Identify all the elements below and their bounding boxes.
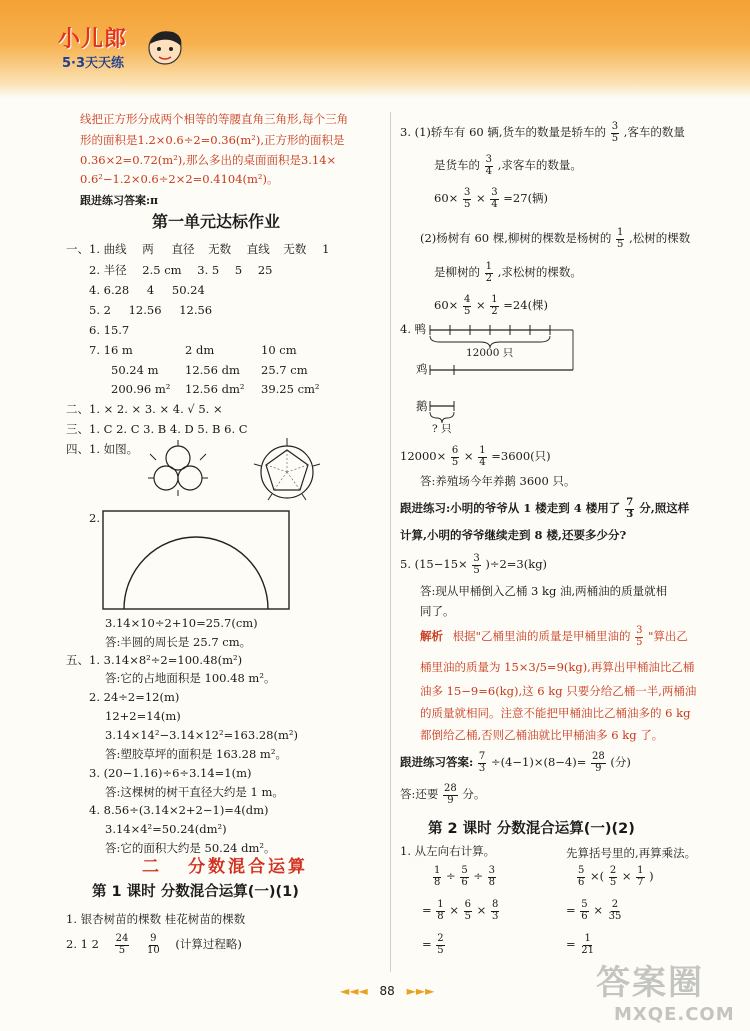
q4-duck-total: 12000 只 (466, 347, 514, 359)
fraction: $\frac{3}{5}$ (611, 121, 619, 144)
cell: 5. 2 (89, 303, 111, 317)
cell: 12.56 (128, 303, 162, 317)
page-footer (340, 984, 434, 998)
prev-arrows-icon: ◄◄◄ (340, 984, 368, 998)
fraction: $\frac{2}{35}$ (608, 899, 622, 922)
lesson-2-title: 第 2 课时 分数混合运算(一)(2) (428, 821, 635, 837)
cell: 两 (142, 242, 154, 256)
q5-answer-1: 答:现从甲桶倒入乙桶 3 kg 油,两桶油的质量就相 (420, 584, 668, 598)
cell: 2 dm (185, 343, 215, 357)
practice-answer: 跟进练习答案:π (80, 194, 159, 207)
q4-unknown: ? 只 (432, 423, 452, 435)
lesson-2-right-row-3: = $\frac{1}{21}$ (566, 933, 595, 956)
cell: 2.5 cm (142, 263, 182, 277)
lesson-2-right-row-1: $\frac{5}{6}$ ×( $\frac{2}{5}$ × $\frac{1}{7}$ ) (578, 865, 654, 888)
chapter-number: 二 (142, 857, 159, 877)
fraction: $\frac{8}{3}$ (491, 899, 499, 922)
q3-1-line-a: 3. (1)轿车有 60 辆,货车的数量是轿车的 $\frac{3}{5}$ ,客车的数量 (400, 121, 685, 144)
section-5-line: 2. 24÷2=12(m) (89, 690, 180, 704)
cell: 无数 (283, 242, 307, 256)
fraction: $\frac{3}{5}$ (463, 187, 471, 210)
lesson-2-q1: 1. 从左向右计算。 (400, 844, 496, 858)
lesson-1-title: 第 1 课时 分数混合运算(一)(1) (92, 884, 299, 900)
watermark-line-1: 答案圈 (596, 963, 704, 1003)
analysis-line: 桶里油的质量为 15×3/5=9(kg),再算出甲桶油比乙桶 (420, 660, 695, 674)
practice-answer-calc: 跟进练习答案: $\frac{7}{3}$ ÷(4−1)×(8−4)= $\frac{28}{9}$ (分) (400, 751, 631, 774)
analysis-line-1: 解析 根据"乙桶里油的质量是甲桶里油的 $\frac{3}{5}$ "算出乙 (420, 625, 688, 648)
cell: 50.24 m (111, 363, 159, 377)
fraction: $\frac{1}{8}$ (437, 899, 444, 922)
lesson-2-left-row-2: = $\frac{1}{8}$ × $\frac{6}{5}$ × $\frac{8}{3}$ (422, 899, 499, 922)
q4-goose-label: 鹅 (416, 399, 428, 413)
cell: 5 (234, 263, 243, 277)
fraction: $\frac{5}{6}$ (578, 865, 585, 888)
cell: 25.7 cm (261, 363, 308, 377)
cell: 6. 15.7 (89, 323, 130, 337)
page-number: 88 (379, 984, 395, 998)
cell: 直线 (246, 242, 270, 256)
intro-line: 线把正方形分成两个相等的等腰直角三角形,每个三角 (80, 112, 349, 126)
cell: 4. 6.28 (89, 283, 130, 297)
section-5-line: 3. (20−1.16)÷6÷3.14=1(m) (89, 766, 252, 780)
cell: 25 (257, 263, 273, 277)
next-arrows-icon: ►►► (406, 984, 435, 998)
watermark-line-2: MXQE.COM (614, 1004, 735, 1025)
fraction: $\frac{3}{8}$ (488, 865, 496, 888)
section-5-line: 答:塑胶草坪的面积是 163.28 m²。 (105, 747, 287, 761)
lesson-2-right-row-2: = $\frac{5}{6}$ × $\frac{2}{35}$ (566, 899, 622, 922)
fraction: $\frac{7}{3}$ (626, 497, 634, 520)
fraction: $\frac{1}{8}$ (434, 865, 441, 888)
cell: 7. 16 m (89, 343, 133, 357)
section-5-line: 3.14×4²=50.24(dm²) (105, 822, 227, 836)
q5-calc: 5. (15−15× $\frac{3}{5}$ )÷2=3(kg) (400, 553, 548, 576)
intro-line: 0.6²−1.2×0.6÷2×2=0.4104(m²)。 (80, 172, 279, 186)
cell: 3. 5 (197, 263, 220, 277)
section-4-answer: 答:半圆的周长是 25.7 cm。 (105, 635, 252, 649)
fraction: $\frac{28}{9}$ (444, 783, 457, 806)
cell: 1 (322, 242, 330, 256)
practice-line-b: 计算,小明的爷爷继续走到 8 楼,还要多少分? (400, 528, 627, 542)
section-5-line: 4. 8.56÷(3.14×2+2−1)=4(dm) (89, 803, 269, 817)
section-5-line: 五、1. 3.14×8²÷2=100.48(m²) (66, 653, 243, 667)
q3-2-line-b: 是柳树的 $\frac{1}{2}$ ,求松树的棵数。 (434, 261, 582, 284)
q4-answer: 答:养殖场今年养鹅 3600 只。 (420, 474, 576, 488)
cell: 10 cm (261, 343, 297, 357)
practice-answer-text: 答:还要 $\frac{28}{9}$ 分。 (400, 783, 486, 806)
section-4-q2: 2. (89, 511, 100, 525)
fraction: $\frac{24}{5}$ (115, 933, 129, 956)
fraction: $\frac{1}{5}$ (617, 227, 624, 250)
q3-1-line-b: 是货车的 $\frac{3}{4}$ ,求客车的数量。 (434, 154, 582, 177)
fraction: $\frac{4}{5}$ (463, 294, 471, 317)
fraction: $\frac{1}{4}$ (479, 445, 486, 468)
fraction: $\frac{3}{4}$ (485, 154, 493, 177)
lesson-2-left-row-3: = $\frac{2}{5}$ (422, 933, 444, 956)
lesson-2-left-row-1: $\frac{1}{8}$ ÷ $\frac{5}{6}$ ÷ $\frac{3}{8}$ (434, 865, 496, 888)
chapter-title: 分数混合运算 (188, 857, 308, 877)
lesson-1-q1: 1. 银杏树苗的棵数 桂花树苗的棵数 (66, 912, 246, 926)
cell: 12.56 dm (185, 363, 240, 377)
section-5-line: 答:这棵树的树干直径大约是 1 m。 (105, 785, 284, 799)
fraction: $\frac{28}{9}$ (592, 751, 605, 774)
brand-subtitle: 5·3天天练 (62, 56, 125, 71)
q2-note: (计算过程略) (175, 937, 242, 951)
cell: 无数 (208, 242, 232, 256)
cell: 39.25 cm² (261, 382, 320, 396)
q3-1-calc: 60× $\frac{3}{5}$ × $\frac{3}{4}$ =27(辆) (434, 187, 549, 210)
fraction: $\frac{1}{7}$ (637, 865, 644, 888)
fraction: $\frac{2}{5}$ (609, 865, 617, 888)
q3-2-calc: 60× $\frac{4}{5}$ × $\frac{1}{2}$ =24(棵) (434, 294, 549, 317)
fraction: $\frac{3}{5}$ (636, 625, 643, 648)
fraction: $\frac{6}{5}$ (464, 899, 471, 922)
fraction: $\frac{9}{10}$ (146, 933, 160, 956)
cell: 200.96 m² (111, 382, 171, 396)
section-4-q1: 四、1. 如图。 (66, 442, 139, 456)
section-5-line: 答:它的面积大约是 50.24 dm²。 (105, 841, 276, 855)
section-4-calc: 3.14×10÷2+10=25.7(cm) (105, 616, 258, 630)
fraction: $\frac{7}{3}$ (478, 751, 486, 774)
intro-line: 0.36×2=0.72(m²),那么多出的桌面面积是3.14× (80, 153, 337, 167)
fraction: $\frac{1}{2}$ (485, 261, 493, 284)
fraction: $\frac{2}{5}$ (437, 933, 444, 956)
section-2-answers: 二、1. × 2. × 3. × 4. √ 5. × (66, 402, 223, 416)
intro-line: 形的面积是1.2×0.6÷2=0.36(m²),正方形的面积是 (80, 133, 345, 147)
q4-calc: 12000× $\frac{6}{5}$ × $\frac{1}{4}$ =3600(只) (400, 445, 551, 468)
fraction: $\frac{5}{6}$ (581, 899, 588, 922)
q2-prefix: 2. 1 2 (66, 937, 99, 951)
unit-title: 第一单元达标作业 (152, 212, 281, 231)
cell: 4 (146, 283, 155, 297)
cell: 直径 (171, 242, 195, 256)
fraction: $\frac{3}{5}$ (473, 553, 480, 576)
q4-duck-label: 4. 鸭 (400, 322, 427, 336)
cell: 12.56 dm² (185, 382, 245, 396)
fraction: $\frac{6}{5}$ (451, 445, 459, 468)
section-5-line: 3.14×14²−3.14×12²=163.28(m²) (105, 728, 298, 742)
cell: 50.24 (171, 283, 205, 297)
watermark (596, 955, 735, 1025)
q4-segment-diagram (428, 320, 558, 432)
cell: 一、1. 曲线 (66, 242, 127, 256)
brand-logo-text: 小儿郎 (58, 27, 128, 52)
analysis-line: 油多 15−9=6(kg),这 6 kg 只要分给乙桶一半,两桶油 (420, 684, 697, 698)
practice-line-a: 跟进练习:小明的爷爷从 1 楼走到 4 楼用了 $\frac{7}{3}$ 分,照这样 (400, 497, 690, 520)
lesson-2-q1-right: 先算括号里的,再算乘法。 (566, 846, 697, 860)
fraction: $\frac{1}{21}$ (581, 933, 595, 956)
q5-answer-2: 同了。 (420, 604, 455, 618)
analysis-label: 解析 (420, 629, 443, 643)
cell: 2. 半径 (89, 263, 127, 277)
section-5-line: 答:它的占地面积是 100.48 m²。 (105, 671, 276, 685)
fraction: $\frac{5}{6}$ (461, 865, 468, 888)
analysis-line: 的质量就相同。注意不能把甲桶油比乙桶油多的 6 kg (420, 706, 691, 720)
section-5-line: 12+2=14(m) (105, 709, 181, 723)
fraction: $\frac{1}{2}$ (491, 294, 498, 317)
cell: 12.56 (179, 303, 213, 317)
analysis-line: 都倒给乙桶,否则乙桶油就比甲桶油多 6 kg 了。 (420, 728, 664, 742)
q3-2-line-a: (2)杨树有 60 棵,柳树的棵数是杨树的 $\frac{1}{5}$ ,松树的棵数 (420, 227, 691, 250)
fraction: $\frac{3}{4}$ (491, 187, 498, 210)
section-3-answers: 三、1. C 2. C 3. B 4. D 5. B 6. C (66, 422, 248, 436)
q4-chicken-label: 鸡 (416, 362, 428, 376)
